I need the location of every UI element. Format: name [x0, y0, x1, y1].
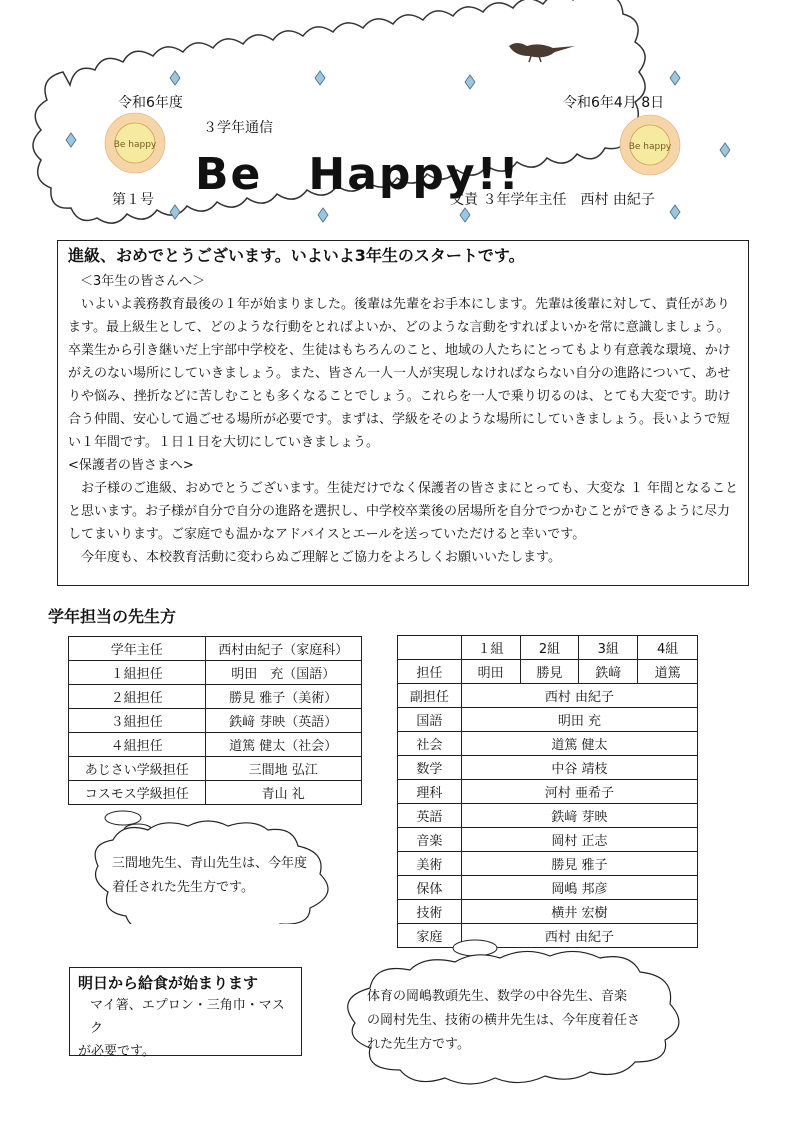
subject-teacher-cell: 西村 由紀子 — [461, 924, 697, 948]
teacher-cell: 西村由紀子（家庭科） — [205, 637, 362, 661]
sun-logo-left — [102, 110, 168, 176]
school-year: 令和6年度 — [118, 95, 183, 111]
table-row — [398, 636, 698, 660]
table-row — [398, 780, 698, 804]
role-cell: コスモス学級担任 — [69, 781, 206, 805]
callout-left-line1: 三間地先生、青山先生は、今年度 — [112, 856, 308, 871]
class-header-cell: １組 — [461, 636, 520, 660]
main-heading: 進級、おめでとうございます。いよいよ3年生のスタートです。 — [68, 246, 525, 265]
callout-right-line3: れた先生方です。 — [367, 1037, 470, 1052]
teacher-cell: 道篤 健太（社会） — [205, 733, 362, 757]
parents-text-1: お子様のご進級、おめでとうございます。生徒だけでなく保護者の皆さまにとっても、大変な １ 年間となることと思います。お子様が自分で自分の進路を選択し、中学校卒業後の居場所を自分でつかむことができるように尽力してまいります。ご家庭でも温かなアドバイスとエールを送っていただけると幸いです。 — [68, 481, 738, 542]
subject-cell: 家庭 — [398, 924, 462, 948]
subject-cell: 美術 — [398, 852, 462, 876]
subject-teacher-cell: 横井 宏樹 — [461, 900, 697, 924]
subject-teacher-cell: 中谷 靖枝 — [461, 756, 697, 780]
homeroom-cell: 勝見 — [520, 660, 579, 684]
issue-number: 第１号 — [112, 192, 154, 208]
homeroom-cell: 鉄﨑 — [579, 660, 638, 684]
role-cell: ２組担任 — [69, 685, 206, 709]
subject-teacher-cell: 河村 亜希子 — [461, 780, 697, 804]
callout-left-line2: 着任された先生方です。 — [112, 880, 254, 895]
subject-teacher-cell: 明田 充 — [461, 708, 697, 732]
subject-cell: 社会 — [398, 732, 462, 756]
subject-teachers-table — [397, 635, 698, 948]
students-heading: ＜3年生の皆さんへ＞ — [80, 274, 206, 289]
table-row — [69, 661, 362, 685]
table-row — [398, 828, 698, 852]
table-row — [69, 637, 362, 661]
homeroom-cell: 担任 — [398, 660, 462, 684]
role-cell: あじさい学級担任 — [69, 757, 206, 781]
table-row — [69, 709, 362, 733]
newsletter-title: Be Happy!! — [195, 149, 521, 200]
class-header-cell — [398, 636, 462, 660]
teacher-cell: 明田 充（国語） — [205, 661, 362, 685]
teacher-cell: 鉄﨑 芽映（英語） — [205, 709, 362, 733]
lunch-notice-box — [69, 967, 302, 1059]
subject-cell: 理科 — [398, 780, 462, 804]
table-row — [398, 684, 698, 708]
table-row — [398, 732, 698, 756]
homeroom-cell: 明田 — [461, 660, 520, 684]
subject-teacher-cell: 勝見 雅子 — [461, 852, 697, 876]
svg-text:Be happy: Be happy — [113, 140, 157, 150]
homeroom-teachers-table — [68, 636, 362, 805]
parents-text-2: 今年度も、本校教育活動に変わらぬご理解とご協力をよろしくお願いいたします。 — [81, 550, 561, 565]
table-row — [398, 708, 698, 732]
table-row — [398, 852, 698, 876]
lunch-line1: マイ箸、エプロン・三角巾・マスク — [90, 998, 285, 1036]
subject-teacher-cell: 鉄﨑 芽映 — [461, 804, 697, 828]
table-row — [398, 660, 698, 684]
class-header-cell: 2組 — [520, 636, 579, 660]
lunch-title: 明日から給食が始まります — [78, 974, 259, 992]
table-row — [398, 804, 698, 828]
issue-date: 令和6年4月 8日 — [563, 95, 665, 111]
table-row — [69, 757, 362, 781]
subject-cell: 副担任 — [398, 684, 462, 708]
subject-cell: 技術 — [398, 900, 462, 924]
sun-logo-right — [617, 112, 683, 178]
table-row — [69, 733, 362, 757]
role-cell: ４組担任 — [69, 733, 206, 757]
subject-cell: 音楽 — [398, 828, 462, 852]
subject-cell: 数学 — [398, 756, 462, 780]
table-row — [398, 900, 698, 924]
role-cell: 学年主任 — [69, 637, 206, 661]
class-header-cell: 3組 — [579, 636, 638, 660]
role-cell: ３組担任 — [69, 709, 206, 733]
teacher-cell: 三間地 弘江 — [205, 757, 362, 781]
table-row — [69, 781, 362, 805]
teacher-cell: 青山 礼 — [205, 781, 362, 805]
teachers-section-title: 学年担当の先生方 — [48, 607, 177, 626]
main-message-box — [57, 240, 749, 586]
callout-right-line2: の岡村先生、技術の横井先生は、今年度着任さ — [367, 1013, 641, 1028]
svg-text:Be happy: Be happy — [628, 142, 672, 152]
teacher-cell: 勝見 雅子（美術） — [205, 685, 362, 709]
subject-teacher-cell: 道篤 健太 — [461, 732, 697, 756]
subject-cell: 国語 — [398, 708, 462, 732]
newsletter-subtitle: ３学年通信 — [203, 120, 273, 136]
lunch-line2: が必要です。 — [78, 1044, 155, 1059]
role-cell: １組担任 — [69, 661, 206, 685]
subject-teacher-cell: 岡嶋 邦彦 — [461, 876, 697, 900]
table-row — [398, 756, 698, 780]
subject-teacher-cell: 西村 由紀子 — [461, 684, 697, 708]
homeroom-cell: 道篤 — [638, 660, 698, 684]
author-line: 文責 ３年学年主任 西村 由紀子 — [450, 192, 655, 208]
subject-teacher-cell: 岡村 正志 — [461, 828, 697, 852]
table-row — [69, 685, 362, 709]
subject-cell: 保体 — [398, 876, 462, 900]
subject-cell: 英語 — [398, 804, 462, 828]
table-row — [398, 876, 698, 900]
class-header-cell: 4組 — [638, 636, 698, 660]
bird-icon — [505, 36, 585, 66]
students-text: いよいよ義務教育最後の１年が始まりました。後輩は先輩をお手本にします。先輩は後輩に対して、責任があります。最上級生として、どのような行動をとればよいか、どのような言動をすればよいかを常に意識しましょう。卒業生から引き継いだ上宇部中学校を、生徒はもちろんのこと、地域の人たちにとってもより有意義な環境、かけがえのない場所にしていきましょう。また、皆さん一人一人が実現しなければならない自分の進路について、あせりや悩み、挫折などに苦しむことも多くなることでしょう。これらを一人で乗り切るのは、とても大変です。助け合う仲間、安心して過ごせる場所が必要です。まずは、学級をそのような場所にしていきましょう。長いようで短い１年間です。１日１日を大切にしていきましょう。 — [68, 297, 731, 450]
callout-right-line1: 体育の岡嶋教頭先生、数学の中谷先生、音楽 — [367, 989, 628, 1004]
parents-heading: <保護者の皆さまへ> — [68, 458, 194, 473]
